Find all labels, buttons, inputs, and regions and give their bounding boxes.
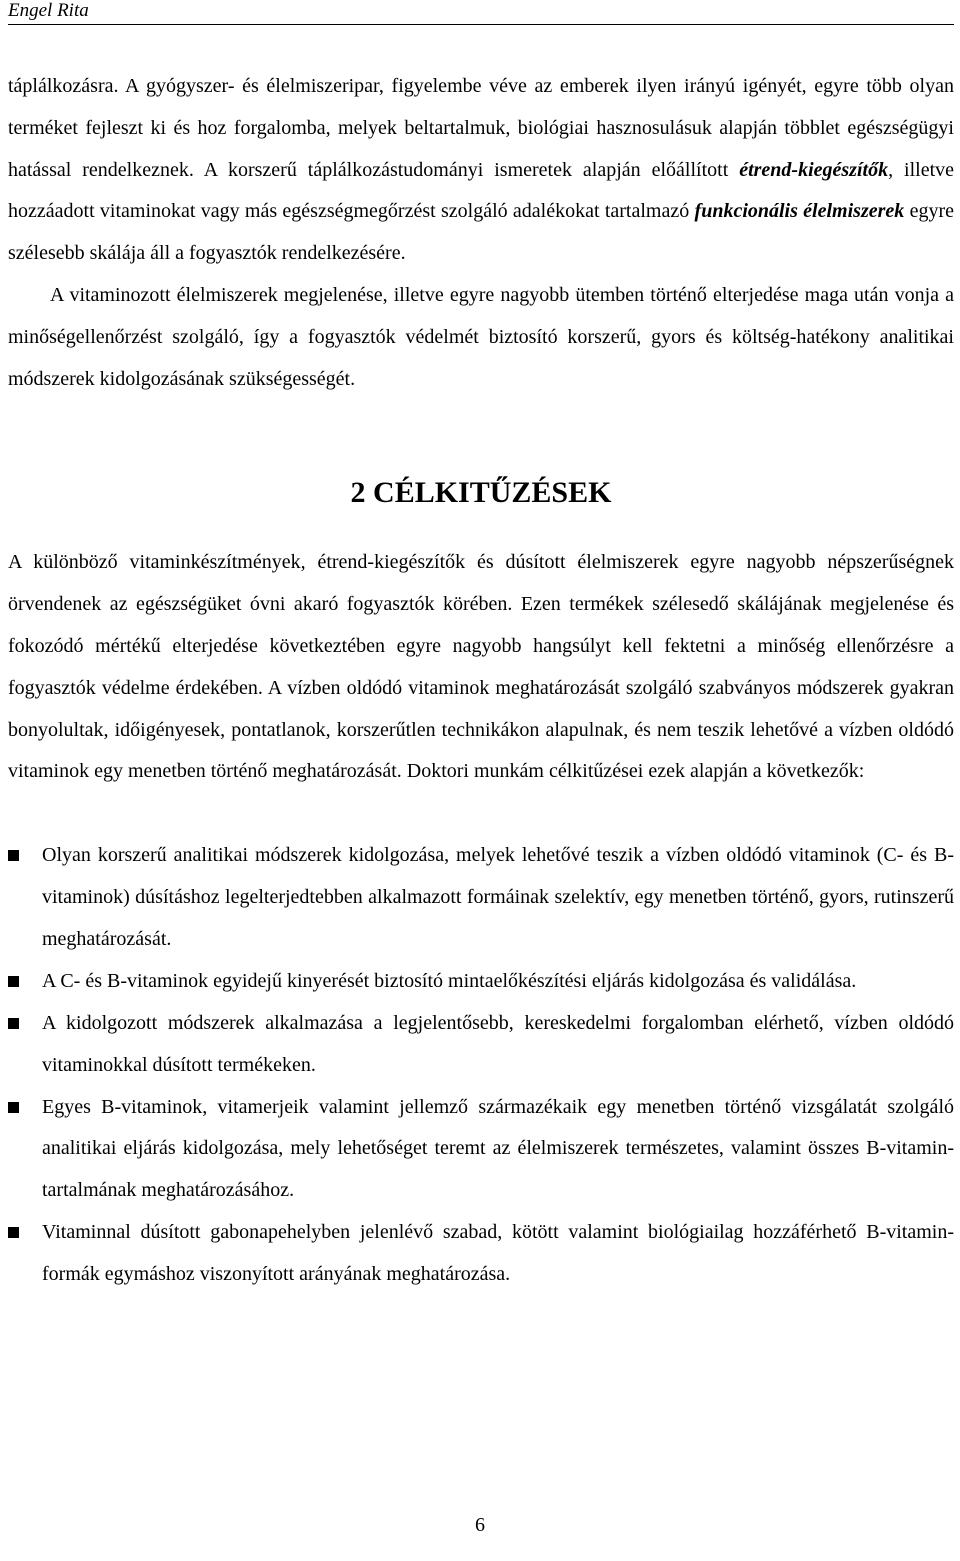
goal-text: Olyan korszerű analitikai módszerek kidolgozása, melyek lehetővé teszik a vízben oldódó vitaminok (C- és B-vitaminok) dúsításhoz legelterjedtebben alkalmazott formáinak szelektív, egy menetben történő, gyors, rutinszerű meghatározását. [42, 844, 954, 950]
goals-list [8, 835, 954, 1296]
section-heading: 2 CÉLKITŰZÉSEK [350, 476, 612, 510]
goal-text: Vitaminnal dúsított gabonapehelyben jelenlévő szabad, kötött valamint biológiailag hozzáférhető B-vitamin-formák egymáshoz viszonyított arányának meghatározása. [42, 1221, 954, 1285]
square-bullet-icon [8, 1227, 19, 1238]
page-body [8, 66, 954, 1296]
page-number: 6 [475, 1514, 485, 1536]
list-item [8, 1087, 954, 1212]
section-body-paragraph: A különböző vitaminkészítmények, étrend-kiegészítők és dúsított élelmiszerek egyre nagyobb népszerűségnek örvendenek az egészségüket óvni akaró fogyasztók körében. Ezen termékek szélesedő skálájának megjelenése és fokozódó mértékű elterjedése következtében egyre nagyobb hangsúlyt kell fektetni a minőség ellenőrzésre a fogyasztók védelme érdekében. A vízben oldódó vitaminok meghatározását szolgáló szabványos módszerek gyakran bonyolultak, időigényesek, pontatlanok, korszerűtlen technikákon alapulnak, és nem teszik lehetővé a vízben oldódó vitaminok egy menetben történő meghatározását. Doktori munkám célkitűzései ezek alapján a következők: [8, 551, 954, 783]
goal-text: Egyes B-vitaminok, vitamerjeik valamint jellemző származékaik egy menetben történő vizsgálatát szolgáló analitikai eljárás kidolgozása, mely lehetőséget teremt az élelmiszerek természetes, valamint összes B-vitamin-tartalmának meghatározásához. [42, 1095, 954, 1202]
square-bullet-icon [8, 1102, 19, 1113]
goal-text: A kidolgozott módszerek alkalmazása a legjelentősebb, kereskedelmi forgalomban elérhető, vízben oldódó vitaminokkal dúsított termékeken. [42, 1011, 954, 1076]
list-item [8, 1003, 954, 1087]
term-etrend-kiegeszitok: étrend-kiegészítők [739, 158, 889, 181]
list-item [8, 835, 954, 960]
intro-paragraph-1 [8, 66, 954, 275]
intro-text-c: egyre szélesebb skálája áll a fogyasztók rendelkezésére. [8, 200, 954, 265]
square-bullet-icon [8, 850, 19, 861]
term-funkcionalis-elelmiszerek: funkcionális élelmiszerek [694, 200, 905, 223]
list-item [8, 961, 954, 1003]
square-bullet-icon [8, 1018, 19, 1029]
intro-text-b: , illetve hozzáadott vitaminokat vagy más egészségmegőrzést szolgáló adalékokat tartalmazó [8, 158, 955, 223]
intro-paragraph-2: A vitaminozott élelmiszerek megjelenése, illetve egyre nagyobb ütemben történő elterjedése maga után vonja a minőségellenőrzést szolgáló, így a fogyasztók védelmét biztosító korszerű, gyors és költség-hatékony analitikai módszerek kidolgozásának szükségességét. [8, 283, 954, 390]
goal-text: A C- és B-vitaminok egyidejű kinyerését biztosító mintaelőkészítési eljárás kidolgozása és validálása. [42, 969, 857, 992]
intro-text-a: táplálkozásra. A gyógyszer- és élelmiszeripar, figyelembe véve az emberek ilyen irányú igényét, egyre több olyan terméket fejleszt ki és hoz forgalomba, melyek beltartalmuk, biológiai hasznosulásuk alapján többlet egészségügyi hatással rendelkeznek. A korszerű táplálkozástudományi ismeretek alapján előállított [8, 75, 954, 181]
running-header-author: Engel Rita [8, 0, 89, 21]
list-item [8, 1212, 954, 1296]
header-divider [8, 24, 954, 25]
square-bullet-icon [8, 976, 19, 987]
